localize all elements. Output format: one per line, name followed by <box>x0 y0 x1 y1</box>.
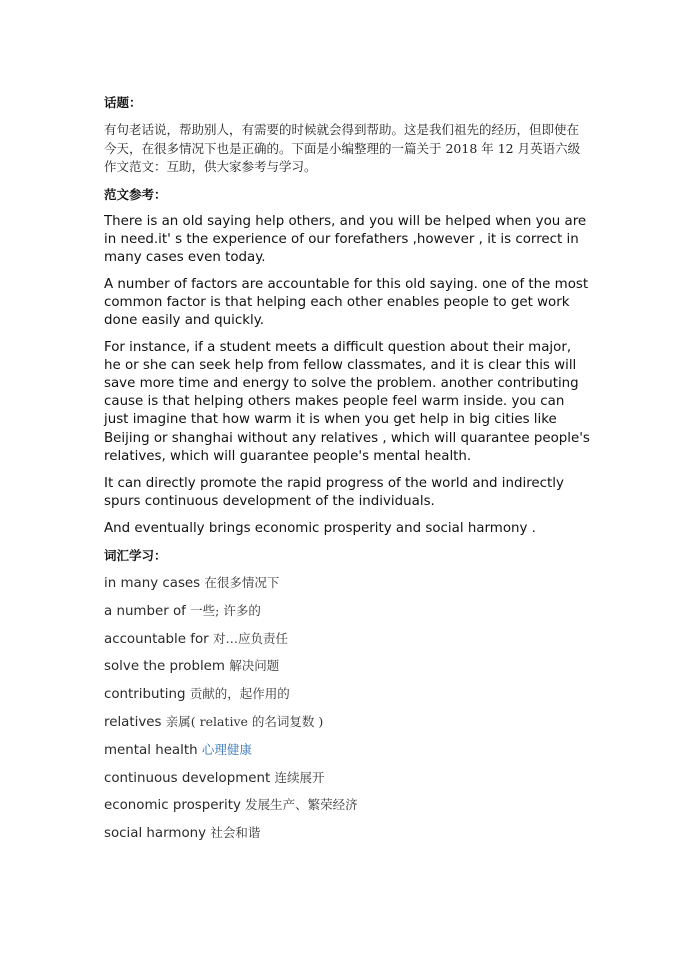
vocab-term: social harmony <box>104 826 211 842</box>
vocab-meaning: 在很多情况下 <box>204 575 280 590</box>
vocab-term: continuous development <box>104 770 275 786</box>
vocab-meaning: 连续展开 <box>274 769 325 785</box>
vocab-meaning: 发展生产、繁荣经济 <box>245 797 358 813</box>
essay-paragraph-5: And eventually brings economic prosperity and social harmony . <box>104 520 536 536</box>
vocab-term: contributing <box>104 687 190 703</box>
vocab-term: mental health <box>104 742 202 758</box>
essay-heading: 范文参考： <box>104 186 167 202</box>
topic-heading: 话题： <box>104 95 142 110</box>
vocab-item <box>104 769 590 788</box>
vocab-item <box>104 602 590 621</box>
vocab-meaning: 解决问题 <box>229 658 280 674</box>
vocab-meaning: 对…应负责任 <box>212 630 288 646</box>
vocab-meaning: 亲属( relative 的名词复数 ) <box>165 713 324 729</box>
vocab-term: accountable for <box>104 631 213 647</box>
vocab-item <box>104 741 590 760</box>
intro-paragraph: 有句老话说，帮助别人，有需要的时候就会得到帮助。这是我们祖先的经历，但即使在今天，在很多情况下也是正确的。下面是小编整理的一篇关于 2018 年 12 月英语六级作文范文：互助，供大家参考与学习。 <box>104 122 581 174</box>
vocab-term: economic prosperity <box>104 798 246 814</box>
vocab-item <box>104 713 590 732</box>
vocab-item <box>104 685 590 704</box>
essay-paragraph-4: It can directly promote the rapid progress of the world and indirectly spurs continuous development of the individuals. <box>104 475 564 509</box>
vocab-heading: 词汇学习： <box>104 548 167 563</box>
vocab-term: relatives <box>104 714 166 730</box>
vocab-item <box>104 630 590 649</box>
vocab-item <box>104 574 590 593</box>
vocab-item <box>104 796 590 815</box>
vocab-item <box>104 657 590 676</box>
vocab-meaning-link[interactable]: 心理健康 <box>201 741 252 757</box>
essay-paragraph-2: A number of factors are accountable for this old saying. one of the most common factor is that helping each other enables people to get work done easily and quickly. <box>104 276 589 328</box>
document-page <box>104 94 590 852</box>
vocab-term: solve the problem <box>104 659 230 675</box>
vocab-item <box>104 824 590 843</box>
essay-paragraph-3: For instance, if a student meets a difficult question about their major, he or she can seek help from fellow classmates, and it is clear this will save more time and energy to solve the problem. another contributing cause is that helping others makes people feel warm inside. you can just imagine that how warm it is when you get help in big cities like Beijing or shanghai without any relatives , which will quarantee people's relatives, which will guarantee people's mental health. <box>104 340 590 464</box>
vocab-term: a number of <box>104 603 191 619</box>
vocab-meaning: 贡献的，起作用的 <box>189 686 290 702</box>
vocab-meaning: 社会和谐 <box>210 825 261 841</box>
vocab-meaning: 一些; 许多的 <box>190 602 261 618</box>
vocab-term: in many cases <box>104 576 205 591</box>
essay-paragraph-1: There is an old saying help others, and you will be helped when you are in need.it' s the experience of our forefathers ,however , it is correct in many cases even today. <box>104 213 587 265</box>
